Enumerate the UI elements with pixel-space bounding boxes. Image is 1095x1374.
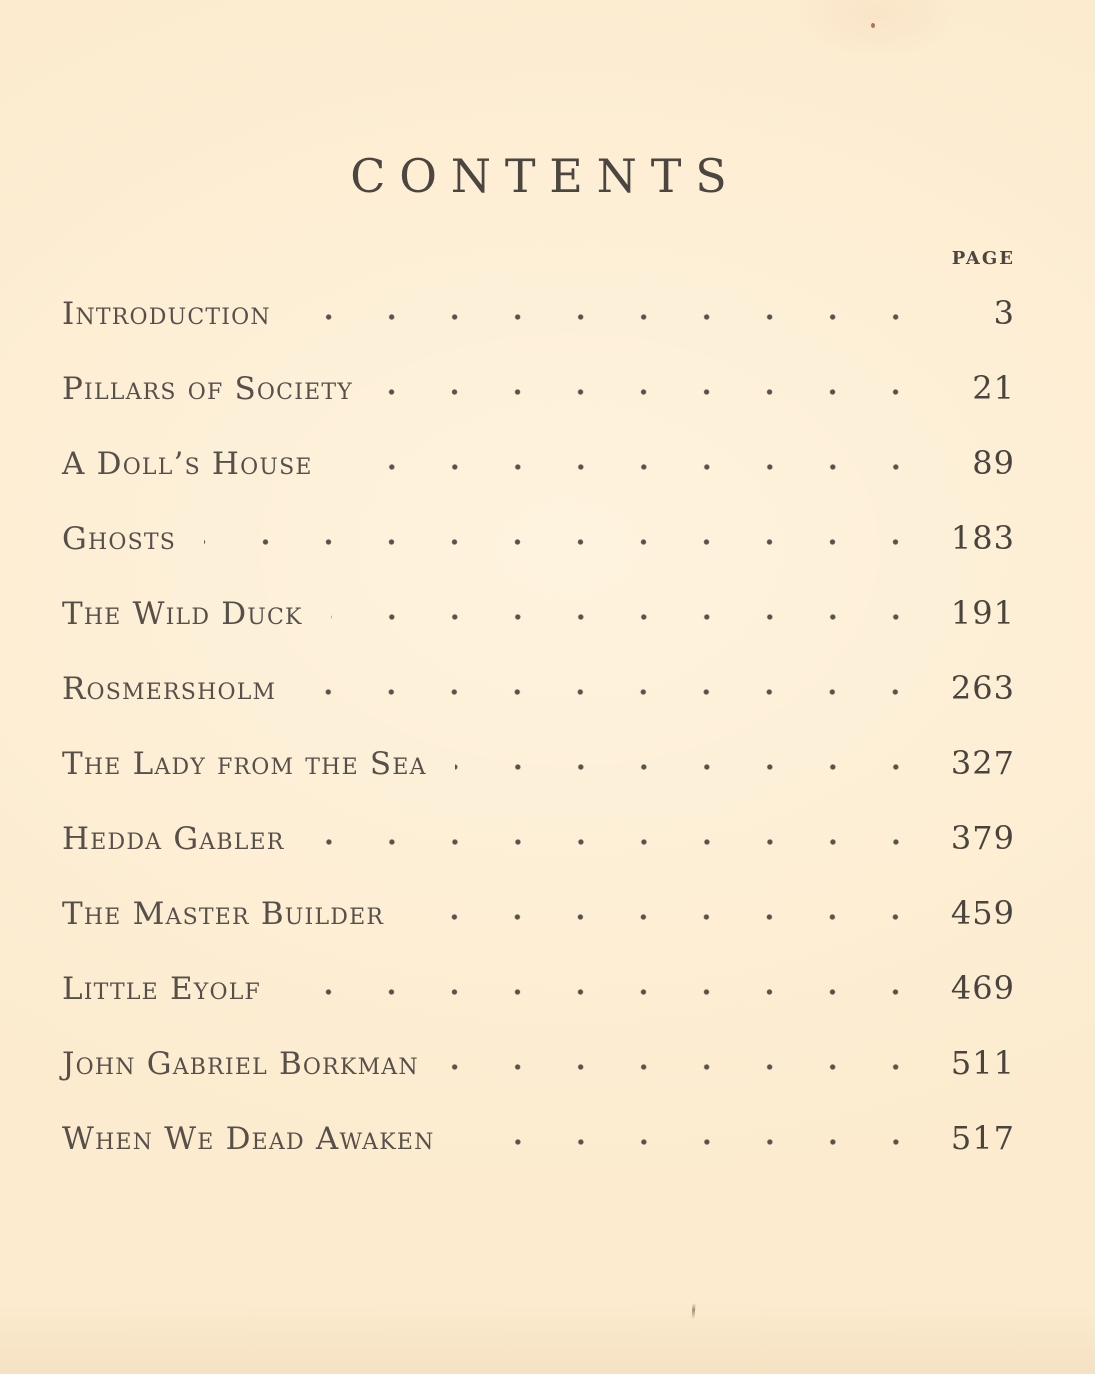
toc-entry (62, 519, 1015, 557)
contents-title: CONTENTS (350, 149, 741, 203)
toc-entry (62, 444, 1015, 482)
toc-list (62, 294, 1015, 1157)
toc-entry-title: A Doll’s House (62, 446, 313, 482)
toc-entry-page: 459 (950, 894, 1015, 932)
toc-entry-title: Rosmersholm (62, 671, 277, 707)
toc-entry-page: 517 (950, 1119, 1015, 1157)
toc-entry-page: 263 (950, 669, 1015, 707)
toc-entry-title: When We Dead Awaken (62, 1121, 435, 1157)
toc-entry-page: 327 (950, 744, 1015, 782)
dot-leader (331, 611, 927, 623)
dot-leader (455, 761, 927, 773)
dot-leader (341, 461, 927, 473)
dot-leader (304, 686, 927, 698)
page-column-header: PAGE (951, 248, 1015, 269)
toc-entry (62, 594, 1015, 632)
dot-leader (381, 386, 927, 398)
toc-entry (62, 969, 1015, 1007)
toc-entry-page: 469 (950, 969, 1015, 1007)
toc-entry-title: John Gabriel Borkman (62, 1046, 419, 1082)
toc-entry-page: 511 (950, 1044, 1015, 1082)
dot-leader (299, 311, 927, 323)
toc-entry (62, 369, 1015, 407)
toc-entry (62, 1044, 1015, 1082)
toc-entry-title: The Wild Duck (62, 596, 303, 632)
toc-entry-title: The Master Builder (62, 896, 385, 932)
dot-leader (313, 836, 927, 848)
dot-leader (204, 536, 927, 548)
toc-entry-page: 183 (950, 519, 1015, 557)
toc-entry-title: Ghosts (62, 521, 177, 557)
toc-entry-page: 379 (950, 819, 1015, 857)
dot-leader (463, 1136, 927, 1148)
toc-entry-page: 3 (993, 294, 1015, 332)
toc-entry-title: Introduction (62, 296, 271, 332)
toc-entry (62, 819, 1015, 857)
toc-entry-page: 191 (950, 594, 1015, 632)
dot-leader (412, 911, 927, 923)
toc-entry-page: 89 (972, 444, 1015, 482)
toc-entry (62, 669, 1015, 707)
scan-speck (871, 23, 875, 28)
toc-entry-title: Hedda Gabler (62, 821, 285, 857)
dot-leader (447, 1061, 927, 1073)
toc-entry-title: Pillars of Society (62, 371, 353, 407)
toc-entry (62, 744, 1015, 782)
toc-entry-title: Little Eyolf (62, 971, 262, 1007)
scan-scratch-mark (691, 1303, 695, 1320)
toc-entry (62, 294, 1015, 332)
toc-entry (62, 894, 1015, 932)
toc-entry (62, 1119, 1015, 1157)
dot-leader (289, 986, 927, 998)
toc-entry-page: 21 (972, 369, 1015, 407)
toc-entry-title: The Lady from the Sea (62, 746, 427, 782)
